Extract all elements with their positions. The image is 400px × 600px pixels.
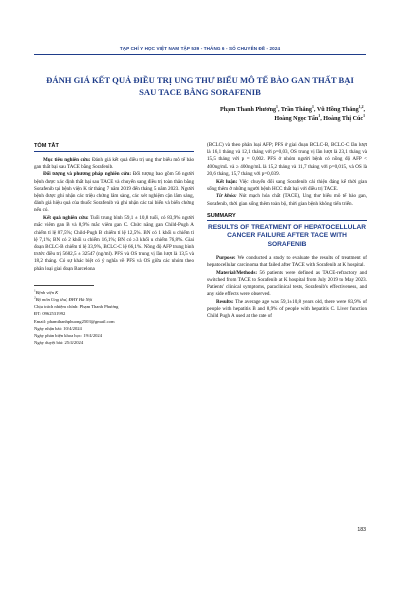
objectives-paragraph: Mục tiêu nghiên cứu: Đánh giá kết quả điều trị ung thư biểu mô tế bào gan thất bại sau TACE bằng Sorafenib.	[34, 156, 194, 170]
methods-paragraph: Đối tượng và phương pháp nghiên cứu: Đối tượng bao gồm 56 người bệnh được xác định thất bại sau TACE và chuyển sang điều trị toàn thân bằng Sorafenib tại bệnh viện K từ tháng 7 năm 2019 đến tháng 5 năm 2023. Người bệnh được ghi nhận các triệu chứng lâm sàng, các xét nghiệm cận lâm sàng, đánh giá hiệu quả của thuốc Sorafenib và ghi nhận các tai biến và biến chứng nếu có.	[34, 171, 194, 214]
header-rule	[34, 54, 366, 55]
article-title-en: RESULTS OF TREATMENT OF HEPATOCELLULAR CANCER FAILURE AFTER TACE WITH SORAFENIB	[208, 223, 366, 249]
footnote-corresponding: Chịu trách nhiệm chính: Phạm Thanh Phương	[34, 304, 119, 310]
footnote-rule	[34, 285, 94, 286]
results-continued-paragraph: (BCLC) và theo phân loại AFP; PFS ở giai đoạn BCLC-B, BCLC-C lần lượt là 16,1 tháng và 12,1 tháng với p=0,03, OS trung vị lần lượt là 23,1 tháng và 15,5 tháng với p = 0,002. PFS ở nhóm người bệnh có nồng độ AFP < 400ng/mL và ≥ 400ng/mL là 15,2 tháng và 11,7 tháng với p=0,015, và OS là 20,6 tháng, 15,7 tháng với p=0,039.	[207, 142, 367, 177]
keywords-paragraph: Từ khóa: Nút mạch hóa chất (TACE), Ung thư biểu mô tế bào gan, Sorafenib, thời gian sống thêm toàn bộ, thời gian bệnh không tiến triển.	[207, 193, 367, 207]
footnote-accepted: Ngày duyệt bài: 25/4/2024	[34, 340, 84, 346]
author-list	[175, 106, 365, 124]
footnote-received: Ngày nhận bài: 10/4/2024	[34, 325, 82, 331]
en-methods-paragraph: Material/Methods: 56 patients were defined as TACE-refractory and switched from TACE to Sorafenib at K hospital from July 2019 to May 2023. Patients' clinical symptoms, paraclinical tests, Sorafenib's effectiveness, and any side effects were observed.	[207, 269, 367, 298]
summary-en-heading: SUMMARY	[207, 212, 236, 219]
footnote-affiliation-1: $^1$Bệnh viện K	[34, 288, 59, 295]
conclusion-paragraph: Kết luận: Việc chuyển đổi sang Sorafenib cải thiện đáng kể thời gian sống thêm ở những người bệnh HCC thất bại với điều trị TACE.	[207, 178, 367, 192]
footnote-reviewed: Ngày phản biện khoa học: 19/4/2024	[34, 332, 103, 338]
results-paragraph: Kết quả nghiên cứu: Tuổi trung bình 59,1 ± 10,8 tuổi, có 83,9% người mắc viêm gan B và 8,9% mắc viêm gan C. Chức năng gan Child-Pugh A chiếm tỉ lệ 87,5%; Child-Pugh B chiếm tỉ lệ 12,5%. BN có 1 khối u chiếm tỉ lệ 7,1%; BN có 2 khối u chiếm 16,1%; BN có ≥3 khối u chiếm 76,8%. Giai đoạn BCLC-B chiếm tỉ lệ 33,9%, BCLC-C lệ 66,1%. Nồng độ AFP trung bình trước điều trị 5682,5 ± 32547 (ng/ml). PFS và OS trung vị lần lượt là 13,5 và 18,2 tháng. Có sự khác biệt có ý nghĩa về PFS và OS giữa các nhóm theo phân loại giai đoạn Barcelona	[34, 215, 194, 272]
journal-header: TẠP CHÍ Y HỌC VIỆT NAM TẬP 539 - THÁNG 6 - SỐ CHUYÊN ĐỀ - 2024	[119, 46, 281, 51]
footnotes	[34, 285, 194, 347]
footnote-affiliation-2: $^2$Bộ môn Ung thư, ĐHY Hà Nội	[34, 295, 93, 302]
article-title-vi: ĐÁNH GIÁ KẾT QUẢ ĐIỀU TRỊ UNG THƯ BIỂU MÔ TẾ BÀO GAN THẤT BẠI SAU TACE BẰNG SORAFENIB	[46, 75, 354, 97]
footnote-phone: ĐT: 0962531992	[34, 311, 66, 317]
footnote-email: Email: phamthanhphuong2503@gmail.com	[34, 318, 115, 324]
left-column	[34, 142, 194, 346]
summary-en-rule	[207, 220, 367, 221]
en-results-paragraph: Results: The average age was 59,1±10,8 years old, there were 83,9% of people with hepatitis B and 8,9% of people with hepatitis C. Liver function Child Pugh A used at the rate of	[207, 298, 367, 320]
page-number: 183	[357, 527, 366, 533]
purpose-paragraph: Purpose: We conducted a study to evaluate the results of treatment of hepatocellular carcinoma that failed after TACE with Sorafenib at K hospital.	[207, 254, 367, 268]
summary-vi-heading: TÓM TẮT	[34, 142, 194, 152]
author-line-1: Phạm Thanh Phương$^1$, Trần Thắng$^1$, Vũ Hồng Thăng$^{1,2}$,	[220, 104, 365, 113]
right-column	[207, 142, 367, 321]
author-line-2: Hoàng Ngọc Tấn$^1$, Hoàng Thị Cúc$^1$	[274, 113, 365, 122]
